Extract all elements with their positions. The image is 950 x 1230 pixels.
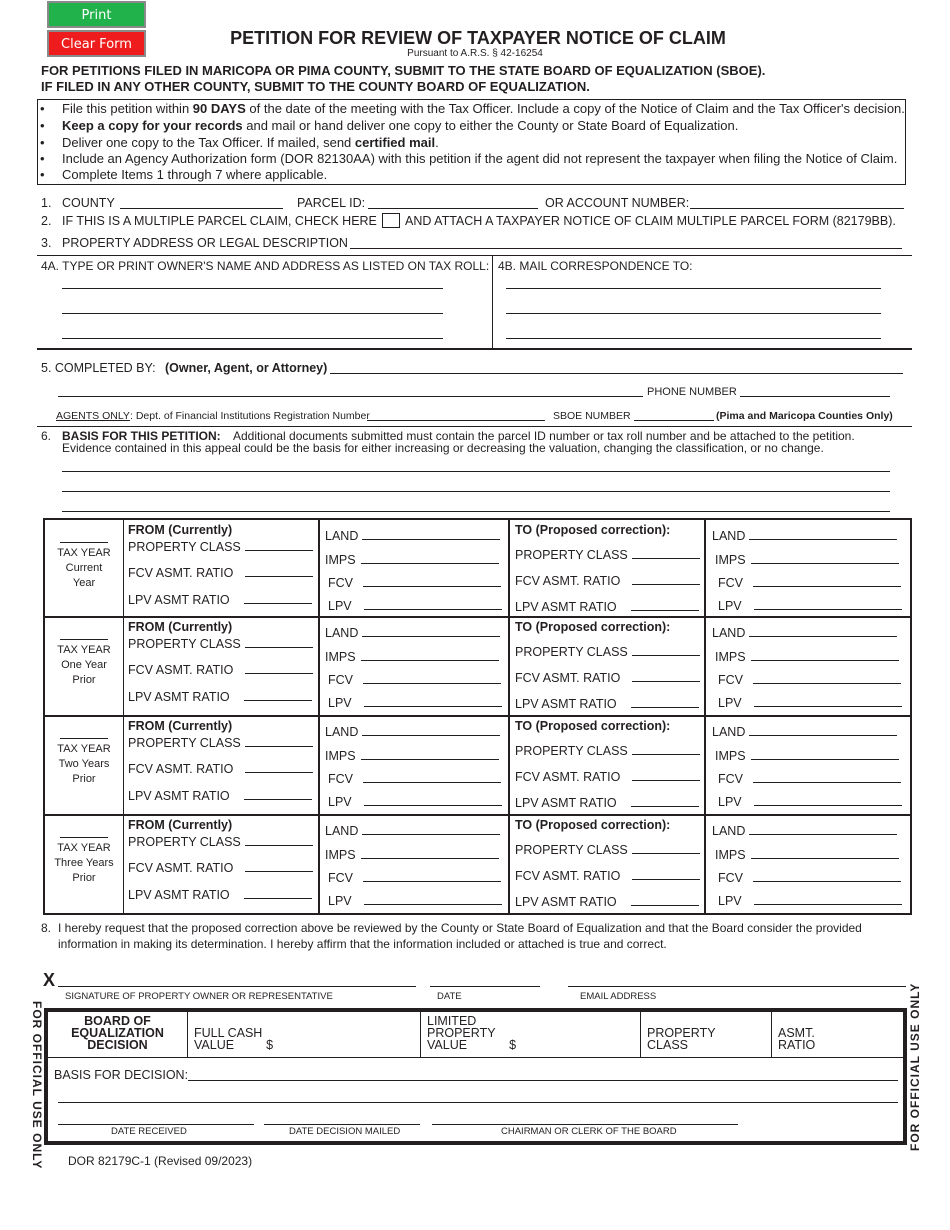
parcel-id-label: PARCEL ID:	[297, 196, 366, 210]
basis-for-decision-field[interactable]	[188, 1080, 898, 1081]
to-property-class[interactable]: PROPERTY CLASS	[515, 843, 700, 857]
multiple-parcel-instruction: AND ATTACH A TAXPAYER NOTICE OF CLAIM MULTIPLE PARCEL FORM (82179BB).	[405, 214, 896, 228]
from-heading: FROM (Currently)	[128, 523, 233, 537]
multiple-parcel-label: IF THIS IS A MULTIPLE PARCEL CLAIM, CHECK HERE	[62, 214, 377, 228]
asmt-ratio-cell: ASMT. RATIO	[778, 1026, 816, 1052]
tax-year-field[interactable]	[60, 738, 108, 739]
basis-label: BASIS FOR THIS PETITION:	[62, 429, 221, 443]
instruction-1: • File this petition within 90 DAYS of the date of the meeting with the Tax Officer. Include a copy of the Notice of Claim and the Tax Officer's decision.	[40, 101, 905, 116]
to-imps[interactable]: IMPS	[715, 553, 899, 567]
item-number: 2.	[41, 214, 52, 228]
property-address-field[interactable]	[350, 248, 902, 249]
from-property-class[interactable]: PROPERTY CLASS	[128, 736, 313, 750]
from-lpv[interactable]: LPV	[328, 795, 502, 809]
form-id: DOR 82179C-1 (Revised 09/2023)	[68, 1154, 253, 1168]
item-number: 6.	[41, 429, 52, 443]
basis-for-decision-line-2[interactable]	[58, 1102, 898, 1103]
date-received-field[interactable]	[58, 1124, 254, 1125]
sboe-number-field[interactable]	[634, 420, 714, 421]
from-fcv-ratio[interactable]: FCV ASMT. RATIO	[128, 762, 313, 776]
from-land[interactable]: LAND	[325, 824, 500, 838]
signature-label: SIGNATURE OF PROPERTY OWNER OR REPRESENTATIVE	[65, 991, 333, 1002]
divider	[492, 256, 493, 349]
account-number-label: OR ACCOUNT NUMBER:	[545, 196, 690, 210]
to-heading: TO (Proposed correction):	[515, 620, 671, 634]
instruction-3: • Deliver one copy to the Tax Officer. If mailed, send certified mail.	[40, 135, 439, 150]
from-lpv-ratio[interactable]: LPV ASMT RATIO	[128, 789, 312, 803]
basis-line-1[interactable]	[62, 471, 890, 472]
property-class-cell: PROPERTY CLASS	[641, 1012, 772, 1057]
date-mailed-field[interactable]	[264, 1124, 420, 1125]
from-imps[interactable]: IMPS	[325, 848, 499, 862]
affirmation-line-1: I hereby request that the proposed correction above be reviewed by the County or State Board of Equalization and that the Board consider the provided	[58, 921, 862, 935]
multiple-parcel-checkbox[interactable]	[382, 213, 400, 228]
to-fcv[interactable]: FCV	[718, 673, 901, 687]
to-property-class[interactable]: PROPERTY CLASS	[515, 645, 700, 659]
divider	[37, 348, 912, 350]
print-button[interactable]: Print	[47, 1, 146, 28]
basis-instruction-2: Evidence contained in this appeal could be the basis for either increasing or decreasing the valuation, changing the classification, or no change.	[62, 441, 824, 455]
limited-property-value-cell: LIMITED PROPERTY VALUE $	[421, 1012, 641, 1057]
property-address-label: PROPERTY ADDRESS OR LEGAL DESCRIPTION	[62, 236, 348, 250]
to-heading: TO (Proposed correction):	[515, 523, 671, 537]
to-lpv-ratio[interactable]: LPV ASMT RATIO	[515, 895, 699, 909]
mail-correspondence-label: 4B. MAIL CORRESPONDENCE TO:	[498, 259, 693, 273]
from-property-class[interactable]: PROPERTY CLASS	[128, 540, 313, 554]
from-lpv-ratio[interactable]: LPV ASMT RATIO	[128, 593, 312, 607]
from-heading: FROM (Currently)	[128, 719, 233, 733]
instruction-2: • Keep a copy for your records and mail or hand deliver one copy to either the County or State Board of Equalization.	[40, 118, 739, 133]
tax-year-row	[43, 617, 912, 717]
to-fcv-ratio[interactable]: FCV ASMT. RATIO	[515, 869, 700, 883]
basis-line-3[interactable]	[62, 511, 890, 512]
official-use-label-left: FOR OFFICIAL USE ONLY	[30, 1001, 44, 1170]
from-fcv[interactable]: FCV	[328, 673, 501, 687]
basis-line-2[interactable]	[62, 491, 890, 492]
tax-year-field[interactable]	[60, 542, 108, 543]
to-fcv[interactable]: FCV	[718, 772, 901, 786]
from-heading: FROM (Currently)	[128, 818, 233, 832]
agents-only-label: AGENTS ONLY	[56, 410, 130, 422]
board-decision-cell: BOARD OF EQUALIZATION DECISION	[48, 1012, 188, 1057]
from-fcv-ratio[interactable]: FCV ASMT. RATIO	[128, 861, 313, 875]
from-fcv[interactable]: FCV	[328, 871, 501, 885]
email-address-label: EMAIL ADDRESS	[580, 991, 657, 1002]
registration-number-label: : Dept. of Financial Institutions Registration Number	[130, 410, 370, 422]
item-number: 3.	[41, 236, 52, 250]
completed-by-label: 5. COMPLETED BY:	[41, 361, 156, 375]
basis-instruction-1: Additional documents submitted must contain the parcel ID number or tax roll number and be attached to the petition.	[233, 429, 855, 443]
to-land[interactable]: LAND	[712, 529, 897, 543]
to-imps[interactable]: IMPS	[715, 749, 899, 763]
from-fcv[interactable]: FCV	[328, 576, 501, 590]
mail-line-2[interactable]	[506, 313, 881, 314]
sboe-number-label: SBOE NUMBER	[553, 410, 631, 422]
to-lpv-ratio[interactable]: LPV ASMT RATIO	[515, 697, 699, 711]
official-use-box	[44, 1008, 907, 1145]
to-fcv-ratio[interactable]: FCV ASMT. RATIO	[515, 574, 700, 588]
from-imps[interactable]: IMPS	[325, 749, 499, 763]
to-heading: TO (Proposed correction):	[515, 719, 671, 733]
to-land[interactable]: LAND	[712, 725, 897, 739]
tax-year-field[interactable]	[60, 837, 108, 838]
from-lpv-ratio[interactable]: LPV ASMT RATIO	[128, 690, 312, 704]
full-cash-value-cell: FULL CASH VALUE $	[188, 1012, 421, 1057]
owner-line-2[interactable]	[62, 313, 443, 314]
divider	[37, 255, 912, 256]
submission-line-2: IF FILED IN ANY OTHER COUNTY, SUBMIT TO THE COUNTY BOARD OF EQUALIZATION.	[41, 79, 590, 94]
account-number-field[interactable]	[690, 208, 904, 209]
sboe-note: (Pima and Maricopa Counties Only)	[716, 410, 893, 422]
to-land[interactable]: LAND	[712, 824, 897, 838]
from-lpv[interactable]: LPV	[328, 599, 502, 613]
date-received-label: DATE RECEIVED	[111, 1126, 187, 1137]
to-fcv[interactable]: FCV	[718, 871, 901, 885]
to-lpv[interactable]: LPV	[718, 795, 902, 809]
owner-line-1[interactable]	[62, 288, 443, 289]
from-property-class[interactable]: PROPERTY CLASS	[128, 637, 313, 651]
to-lpv-ratio[interactable]: LPV ASMT RATIO	[515, 600, 699, 614]
signature-field[interactable]	[58, 986, 416, 987]
affirmation-line-2: information in making its determination. I hereby affirm that the information included or attached is true and correct.	[58, 937, 667, 951]
clear-form-button[interactable]: Clear Form	[47, 30, 146, 57]
to-lpv-ratio[interactable]: LPV ASMT RATIO	[515, 796, 699, 810]
parcel-id-field[interactable]	[368, 208, 538, 209]
date-mailed-label: DATE DECISION MAILED	[289, 1126, 401, 1137]
signature-x-mark: X	[43, 970, 56, 990]
tax-year-label: TAX YEAR Two Years Prior	[45, 738, 123, 787]
email-address-field[interactable]	[568, 986, 906, 987]
from-lpv-ratio[interactable]: LPV ASMT RATIO	[128, 888, 312, 902]
chairman-label: CHAIRMAN OR CLERK OF THE BOARD	[501, 1126, 677, 1137]
completed-by-line-2[interactable]	[58, 396, 643, 397]
tax-year-field[interactable]	[60, 639, 108, 640]
from-imps[interactable]: IMPS	[325, 553, 499, 567]
county-field[interactable]	[120, 208, 283, 209]
instruction-4: • Include an Agency Authorization form (DOR 82130AA) with this petition if the agent did not represent the taxpayer when filing the Notice of Claim.	[40, 151, 898, 166]
to-property-class[interactable]: PROPERTY CLASS	[515, 744, 700, 758]
official-use-label-right: FOR OFFICIAL USE ONLY	[908, 982, 922, 1151]
page-title: PETITION FOR REVIEW OF TAXPAYER NOTICE OF CLAIM	[230, 28, 726, 48]
to-land[interactable]: LAND	[712, 626, 897, 640]
from-fcv-ratio[interactable]: FCV ASMT. RATIO	[128, 663, 313, 677]
tax-year-label: TAX YEAR Three Years Prior	[45, 837, 123, 886]
county-label: COUNTY	[62, 196, 115, 210]
item-number: 1.	[41, 196, 52, 210]
divider	[37, 426, 912, 427]
to-fcv-ratio[interactable]: FCV ASMT. RATIO	[515, 770, 700, 784]
from-property-class[interactable]: PROPERTY CLASS	[128, 835, 313, 849]
to-fcv[interactable]: FCV	[718, 576, 901, 590]
to-lpv[interactable]: LPV	[718, 696, 902, 710]
owner-line-3[interactable]	[62, 338, 443, 339]
basis-for-decision-label: BASIS FOR DECISION:	[54, 1068, 189, 1082]
from-fcv-ratio[interactable]: FCV ASMT. RATIO	[128, 566, 313, 580]
to-lpv[interactable]: LPV	[718, 599, 902, 613]
from-lpv[interactable]: LPV	[328, 696, 502, 710]
to-imps[interactable]: IMPS	[715, 650, 899, 664]
completed-by-hint: (Owner, Agent, or Attorney)	[165, 361, 328, 375]
tax-year-row	[43, 815, 912, 915]
to-heading: TO (Proposed correction):	[515, 818, 671, 832]
owner-name-label: 4A. TYPE OR PRINT OWNER'S NAME AND ADDRESS AS LISTED ON TAX ROLL:	[41, 259, 490, 273]
phone-number-field[interactable]	[740, 396, 890, 397]
tax-year-label: TAX YEAR Current Year	[45, 542, 123, 591]
instruction-5: • Complete Items 1 through 7 where applicable.	[40, 167, 328, 182]
mail-line-3[interactable]	[506, 338, 881, 339]
phone-number-label: PHONE NUMBER	[647, 386, 737, 398]
registration-number-field[interactable]	[367, 420, 545, 421]
tax-year-label: TAX YEAR One Year Prior	[45, 639, 123, 688]
mail-line-1[interactable]	[506, 288, 881, 289]
from-fcv[interactable]: FCV	[328, 772, 501, 786]
submission-line-1: FOR PETITIONS FILED IN MARICOPA OR PIMA COUNTY, SUBMIT TO THE STATE BOARD OF EQUALIZATION (SBOE).	[41, 63, 766, 78]
statute-reference: Pursuant to A.R.S. § 42-16254	[407, 48, 543, 59]
instructions-box	[37, 99, 906, 185]
completed-by-field[interactable]	[330, 373, 903, 374]
tax-year-row	[43, 518, 912, 618]
from-land[interactable]: LAND	[325, 725, 500, 739]
chairman-field[interactable]	[432, 1124, 738, 1125]
from-imps[interactable]: IMPS	[325, 650, 499, 664]
to-fcv-ratio[interactable]: FCV ASMT. RATIO	[515, 671, 700, 685]
date-label: DATE	[437, 991, 462, 1002]
from-land[interactable]: LAND	[325, 626, 500, 640]
to-imps[interactable]: IMPS	[715, 848, 899, 862]
to-property-class[interactable]: PROPERTY CLASS	[515, 548, 700, 562]
signature-date-field[interactable]	[430, 986, 540, 987]
from-heading: FROM (Currently)	[128, 620, 233, 634]
to-lpv[interactable]: LPV	[718, 894, 902, 908]
from-lpv[interactable]: LPV	[328, 894, 502, 908]
item-number: 8.	[41, 921, 52, 935]
from-land[interactable]: LAND	[325, 529, 500, 543]
tax-year-row	[43, 716, 912, 816]
